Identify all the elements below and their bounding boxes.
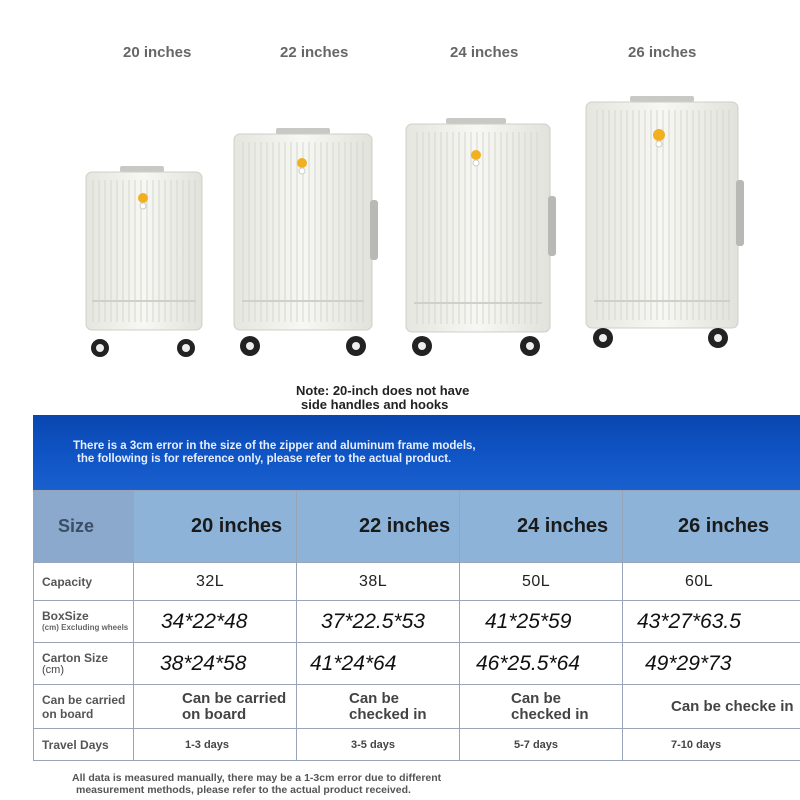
measurement-footer [72, 772, 441, 796]
note-line-1: Note: 20-inch does not have [296, 383, 470, 398]
carry-on-value: Can be checke in [623, 685, 800, 729]
suitcase-20 [86, 166, 202, 357]
table-row [34, 729, 800, 761]
footer-line-2: measurement methods, please refer to the actual product received. [76, 784, 411, 796]
suitcase-22 [234, 128, 378, 356]
capacity-value: 60L [623, 563, 800, 601]
size-header: Size [34, 491, 134, 563]
suitcase-24 [406, 118, 556, 356]
badge-icon [138, 193, 148, 203]
handles-note [296, 384, 469, 412]
table-row [34, 563, 800, 601]
box-size-value: 37*22.5*53 [297, 601, 460, 643]
carry-on-value: Can be checked in [460, 685, 623, 729]
travel-days-value: 3-5 days [297, 729, 460, 761]
box-size-sublabel: (cm) Excluding wheels [42, 622, 129, 632]
travel-days-value: 5-7 days [460, 729, 623, 761]
size-label-26: 26 inches [628, 44, 697, 61]
capacity-value: 32L [134, 563, 297, 601]
capacity-value: 50L [460, 563, 623, 601]
size-labels [0, 44, 800, 64]
badge-icon [297, 158, 307, 168]
box-size-value: 43*27*63.5 [623, 601, 800, 643]
error-banner [33, 415, 800, 490]
carton-size-value: 41*24*64 [297, 643, 460, 685]
size-label-22: 22 inches [280, 44, 349, 61]
suitcases-illustration [0, 90, 800, 370]
carton-size-label [34, 643, 134, 685]
column-header: 20 inches [134, 491, 297, 563]
suitcase-26 [586, 96, 744, 348]
note-line-2: side handles and hooks [301, 397, 449, 412]
carton-size-sublabel: (cm) [42, 663, 64, 676]
travel-days-label: Travel Days [34, 729, 134, 761]
carry-on-label: Can be carried on board [34, 685, 134, 729]
size-label-24: 24 inches [450, 44, 519, 61]
table-row [34, 601, 800, 643]
travel-days-value: 7-10 days [623, 729, 800, 761]
carton-size-value: 38*24*58 [134, 643, 297, 685]
size-label-20: 20 inches [123, 44, 192, 61]
column-header: 24 inches [460, 491, 623, 563]
carton-size-value: 49*29*73 [623, 643, 800, 685]
table-row [34, 685, 800, 729]
box-size-label [34, 601, 134, 643]
badge-icon [471, 150, 481, 160]
carry-on-value: Can be checked in [297, 685, 460, 729]
carton-size-label-main: Carton Size [42, 650, 109, 665]
carton-size-value: 46*25.5*64 [460, 643, 623, 685]
capacity-value: 38L [297, 563, 460, 601]
box-size-value: 34*22*48 [134, 601, 297, 643]
travel-days-value: 1-3 days [134, 729, 297, 761]
table-row [34, 643, 800, 685]
banner-line-2: the following is for reference only, please refer to the actual product. [77, 453, 452, 465]
footer-line-1: All data is measured manually, there may be a 1-3cm error due to different [72, 772, 442, 784]
box-size-value: 41*25*59 [460, 601, 623, 643]
box-size-label-main: BoxSize [42, 608, 89, 623]
badge-icon [653, 129, 665, 141]
capacity-label: Capacity [34, 563, 134, 601]
column-header: 26 inches [623, 491, 800, 563]
carry-on-value: Can be carried on board [134, 685, 297, 729]
spec-table [33, 490, 800, 761]
banner-text [73, 440, 476, 466]
banner-line-1: There is a 3cm error in the size of the zipper and aluminum frame models, [73, 440, 476, 452]
column-header: 22 inches [297, 491, 460, 563]
table-header-row [34, 491, 800, 563]
